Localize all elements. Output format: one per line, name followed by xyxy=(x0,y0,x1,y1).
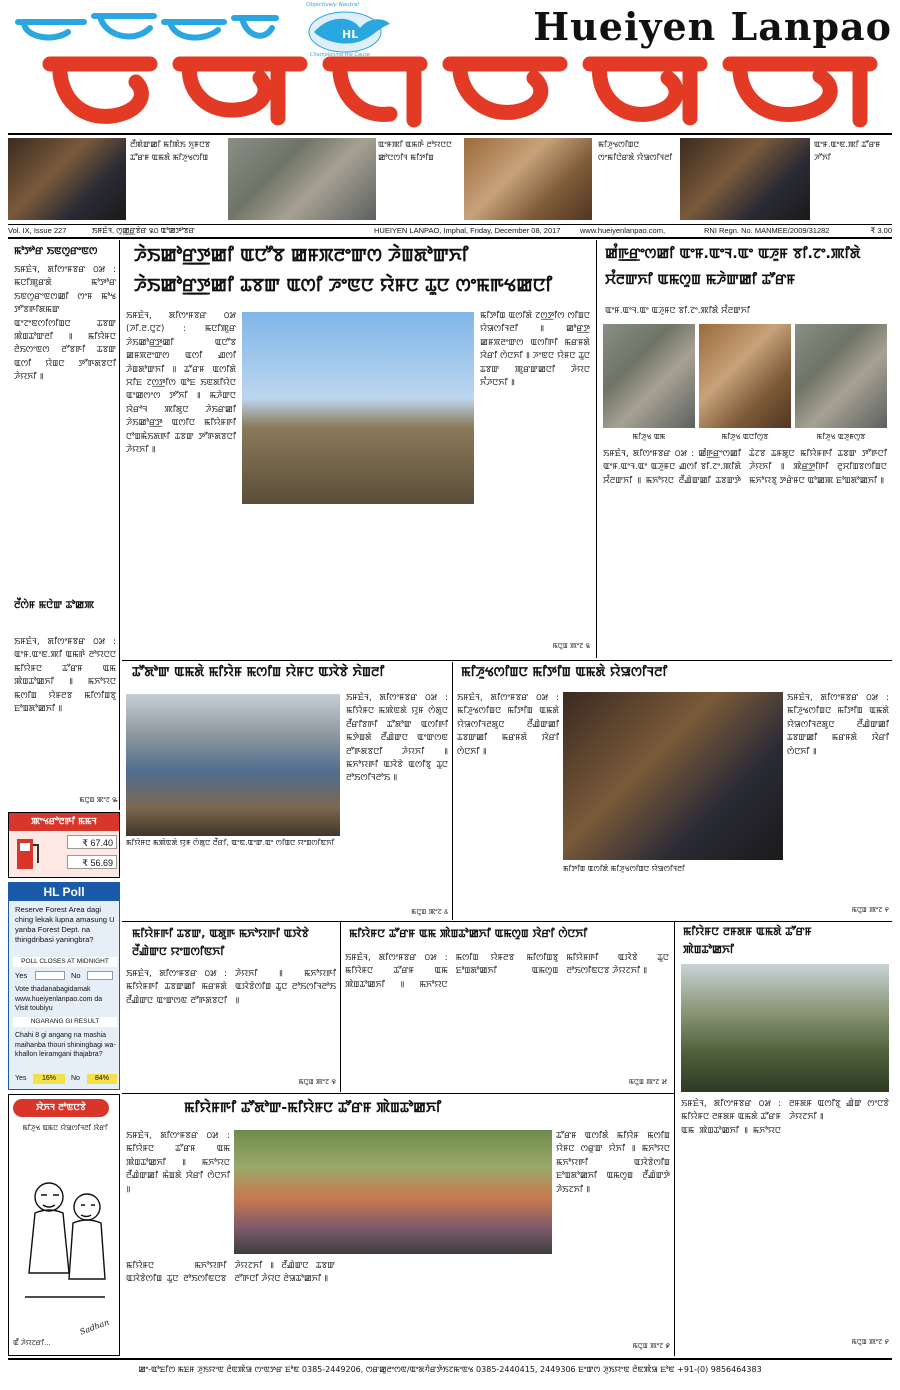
right-top-photo-3 xyxy=(795,324,887,428)
poll-no-label: No xyxy=(71,971,81,980)
lower-story-b xyxy=(340,922,672,1092)
masthead-logo-script xyxy=(14,8,284,52)
infobar-date-script: ꯏꯝꯐꯥꯜ, ꯁꯨꯀ꯭ꯔꯕꯥꯔ ꯲꯰ ꯑꯣꯀꯇꯣꯕꯔ xyxy=(92,226,195,235)
section-rule-1 xyxy=(122,660,892,661)
poll-question: Reserve Forest Area dagi ching lekak lupna amasung U yanba Forest Dept. na thingdribasi yaningbra? xyxy=(15,905,115,944)
ticker-photo-4 xyxy=(680,138,810,220)
mid-right-continued: ꯃꯅꯨꯡ ꯄꯦꯖ ꯵ xyxy=(851,906,889,914)
lower-b-body: ꯏꯝꯐꯥꯜ, ꯗꯤꯁꯦꯝꯕꯔ ꯰꯷ : ꯃꯤꯌꯥꯝꯅ ꯊꯧꯔꯝ ꯑꯃ ꯄꯥꯡꯊꯣꯀꯈꯤ ꯫ ꯃꯈꯣꯌꯅ ꯃꯁꯤꯡ ꯌꯥꯝꯂꯕ ꯃꯤꯁꯤꯡꯕꯨ ꯐꯣꯡꯗꯣꯀꯈꯤ ꯑꯃꯁꯨꯡ ꯃꯤꯌꯥꯝꯒꯤ ꯑꯋꯥꯕꯥ ꯊꯨꯅ ꯂꯣꯏꯁꯤꯟꯅꯕ ꯍꯥꯌꯖꯈꯤ ꯫ xyxy=(345,953,669,990)
lead-continued: ꯃꯅꯨꯡ ꯄꯦꯖ ꯲ xyxy=(552,642,590,650)
mid-right-body: ꯏꯝꯐꯥꯜ, ꯗꯤꯁꯦꯝꯕꯔ ꯰꯷ : ꯃꯤꯍꯨꯠꯁꯤꯡꯅ ꯃꯤꯇꯤꯡ ꯑꯃꯗꯥ ꯌꯥꯎꯁꯤꯜꯂꯗꯨꯅ ꯂꯩꯉꯥꯛꯀꯤ ꯊꯕꯛꯀꯤ ꯃꯔꯝꯗꯥ ꯋꯥꯔꯤ ꯁꯥꯅꯈꯤ ꯫ xyxy=(457,693,559,757)
masthead-latin-title: Hueiyen Lanpao xyxy=(533,4,892,49)
cartoon-signature: Sadhan xyxy=(78,1317,111,1337)
left-column-continued: ꯃꯅꯨꯡ ꯄꯦꯖ ꯳ xyxy=(79,796,118,804)
bottom-continued: ꯃꯅꯨꯡ ꯄꯦꯖ ꯹ xyxy=(632,1342,670,1350)
mid-right-photo xyxy=(563,692,783,860)
logo-tag-top: Objectively Neutral xyxy=(306,2,359,8)
right-top-photo-2 xyxy=(699,324,791,428)
right-top-caption-1: ꯃꯤꯍꯨꯠ ꯑꯃ xyxy=(632,432,666,441)
bottom-headline: ꯃꯤꯌꯥꯝꯒꯤ ꯊꯧꯗꯣꯛ-ꯃꯤꯌꯥꯝꯅ ꯊꯧꯔꯝ ꯄꯥꯡꯊꯣꯀꯈꯤ xyxy=(184,1100,442,1116)
poll-result-no-value: 84% xyxy=(87,1074,117,1084)
infobar-registration: RNI Regn. No. MANMEE/2009/31282 xyxy=(704,226,830,235)
petrol-price: ₹ 67.40 xyxy=(67,835,117,849)
ticker-strip xyxy=(8,136,892,222)
left-column-subhead: ꯂꯩꯁꯥꯝ ꯃꯅꯥꯛ ꯊꯣꯀꯄ xyxy=(14,600,95,611)
mid-left-headline: ꯊꯧꯗꯣꯛ ꯑꯃꯗꯥ ꯃꯤꯌꯥꯝ ꯃꯁꯤꯡ ꯌꯥꯝꯅ ꯑꯋꯥꯕꯥ ꯈꯥꯡꯂꯤ xyxy=(132,665,385,680)
infobar-price: ₹ 3.00 xyxy=(870,226,892,235)
infobar-website[interactable]: www.hueiyenlanpao.com, xyxy=(580,226,666,235)
infobar-volume: Vol. IX, Issue 227 xyxy=(8,226,67,235)
left-column-body: ꯏꯝꯐꯥꯜ, ꯗꯤꯁꯦꯝꯕꯔ ꯰꯷ : ꯃꯅꯤꯄꯨꯔꯗꯥ ꯃꯣꯇꯣꯔ ꯏꯟꯁꯨꯔꯦꯟꯁꯀꯤ ꯁꯦꯝ ꯃꯣꯠ ꯇꯧꯕꯒꯤꯗꯃꯛ ꯑꯦꯖꯦꯟꯁꯤꯁꯤꯡꯅ ꯊꯕꯛ ꯄꯥꯡꯊꯣꯛꯂꯤ ꯫ ꯃꯤꯌꯥꯝꯅ ꯂꯥꯏꯁꯦꯟꯁ ꯂꯧꯕꯒꯤ ꯊꯕꯛ ꯑꯁꯤ ꯌꯥꯡꯅ ꯇꯧꯒꯗꯕꯅꯤ ꯍꯥꯌꯈꯤ ꯫ xyxy=(14,265,116,383)
lead-photo-high-court xyxy=(242,312,474,504)
cartoon-drawing xyxy=(15,1157,115,1323)
mid-left-continued: ꯃꯅꯨꯡ ꯄꯦꯖ ꯴ xyxy=(411,908,448,916)
lower-b-continued: ꯃꯅꯨꯡ ꯄꯦꯖ ꯷ xyxy=(628,1078,667,1086)
masthead xyxy=(0,0,900,132)
ticker-photo-3 xyxy=(464,138,592,220)
infobar xyxy=(8,225,892,237)
lower-a-continued: ꯃꯅꯨꯡ ꯄꯦꯖ ꯶ xyxy=(298,1078,336,1086)
lead-headline-2: ꯍꯥꯏꯀꯣꯔ꯭ꯇꯀꯤ ꯊꯕꯛ ꯑꯁꯤ ꯍꯦꯟꯅ ꯌꯥꯝꯅ ꯊꯨꯅ ꯁꯦꯃꯒꯠꯀꯅꯤ xyxy=(134,275,553,296)
fuel-pump-icon xyxy=(13,835,43,873)
right-top-headline-2: ꯆꯪꯂꯛꯈꯤ ꯑꯃꯁꯨꯡ ꯃꯍꯥꯛꯀꯤ ꯊꯧꯔꯝ xyxy=(605,272,796,288)
lower-c-continued: ꯃꯅꯨꯡ ꯄꯦꯖ ꯸ xyxy=(851,1338,889,1346)
ticker-top-rule xyxy=(8,133,892,135)
masthead-script-title-art xyxy=(40,52,884,132)
ticker-text-4: ꯃꯤꯍꯨꯠꯁꯤꯡꯅ ꯁꯦꯃꯤꯅꯥꯔꯗꯥ ꯌꯥꯎꯁꯤꯜꯂꯤ xyxy=(598,140,673,162)
cartoon-figures-art xyxy=(15,1157,115,1323)
infobar-center: HUEIYEN LANPAO, Imphal, Friday, December 08, 2017 xyxy=(374,226,561,235)
bottom-photo-crowd xyxy=(234,1130,552,1254)
right-top-headline-1: ꯀꯪꯒ꯭ꯔꯦꯁꯀꯤ ꯑꯦꯝ.ꯑꯦꯜ.ꯑꯦ ꯑꯍꯨꯝ ꯕꯤ.ꯖꯦ.ꯄꯤꯗꯥ xyxy=(605,246,861,262)
mid-left-body: ꯏꯝꯐꯥꯜ, ꯗꯤꯁꯦꯝꯕꯔ ꯰꯷ : ꯃꯤꯌꯥꯝꯅ ꯃꯄꯥꯟꯗꯥ ꯌꯨꯝ ꯁꯥꯗꯨꯅ ꯂꯩꯔꯤꯕꯒꯤ ꯊꯧꯗꯣꯛ ꯑꯁꯤꯒꯤ ꯃꯇꯥꯡꯗꯥ ꯂꯩꯉꯥꯛꯅ ꯑꯦꯛꯁꯟ ꯂꯧꯒꯗꯕꯅꯤ ꯍꯥꯌꯈꯤ ꯫ ꯃꯈꯣꯌꯒꯤ ꯑꯋꯥꯕꯥ ꯑꯁꯤꯕꯨ ꯊꯨꯅ ꯂꯣꯏꯁꯤꯜꯂꯣꯏ ꯫ xyxy=(346,693,448,784)
bottom-body-right: ꯊꯧꯔꯝ ꯑꯁꯤꯗꯥ ꯃꯤꯌꯥꯝ ꯃꯁꯤꯡ ꯌꯥꯝꯅ ꯁꯔꯨꯛ ꯌꯥꯈꯤ ꯫ ꯃꯈꯣꯌꯅ ꯃꯈꯣꯌꯒꯤ ꯑꯋꯥꯕꯥꯁꯤꯡ ꯐꯣꯡꯗꯣꯀꯈꯤ ꯑꯃꯁꯨꯡ ꯂꯩꯉꯥꯛꯇꯥ ꯍꯥꯏꯖꯈꯤ ꯫ xyxy=(556,1131,670,1195)
cartoon-box xyxy=(8,1094,120,1356)
lower-a-body: ꯏꯝꯐꯥꯜ, ꯗꯤꯁꯦꯝꯕꯔ ꯰꯷ : ꯃꯤꯌꯥꯝꯒꯤ ꯊꯕꯛꯀꯤ ꯃꯔꯝꯗꯥ ꯂꯩꯉꯥꯛꯅ ꯑꯦꯛꯁꯟ ꯂꯧꯒꯗꯕꯅꯤ ꯍꯥꯌꯈꯤ ꯫ ꯃꯈꯣꯌꯒꯤ ꯑꯋꯥꯕꯥꯁꯤꯡ ꯊꯨꯅ ꯂꯣꯏꯁꯤꯜꯂꯣꯏ ꯫ xyxy=(126,969,336,1006)
masthead-small-script-art xyxy=(14,8,284,52)
mid-right-story xyxy=(452,662,892,920)
ticker-text-1: ꯂꯩꯄꯥꯛꯀꯤ ꯃꯤꯄꯥꯏ ꯈꯨꯝꯅꯕ ꯊꯧꯔꯝ ꯑꯃꯗꯥ ꯃꯤꯍꯨꯠꯁꯤꯡ xyxy=(130,140,211,162)
logo-tag-bottom: Championing the Cause xyxy=(310,52,370,58)
bottom-body-left: ꯏꯝꯐꯥꯜ, ꯗꯤꯁꯦꯝꯕꯔ ꯰꯷ : ꯃꯤꯌꯥꯝꯅ ꯊꯧꯔꯝ ꯑꯃ ꯄꯥꯡꯊꯣꯀꯈꯤ ꯫ ꯃꯈꯣꯌꯅ ꯂꯩꯉꯥꯛꯀꯤ ꯃꯥꯡꯗꯥ ꯋꯥꯔꯤ ꯁꯥꯅꯈꯤ ꯫ xyxy=(126,1131,230,1195)
mid-right-headline: ꯃꯤꯍꯨꯠꯁꯤꯡꯅ ꯃꯤꯇꯤꯡ ꯑꯃꯗꯥ ꯌꯥꯎꯁꯤꯜꯂꯤ xyxy=(461,665,668,680)
left-column-subbody: ꯏꯝꯐꯥꯜ, ꯗꯤꯁꯦꯝꯕꯔ ꯰꯷ : ꯑꯦꯝ.ꯑꯦꯟ.ꯄꯤ ꯑꯃꯒꯥ ꯂꯣꯌꯅꯅ ꯃꯤꯌꯥꯝꯅ ꯊꯧꯔꯝ ꯑꯃ ꯄꯥꯡꯊꯣꯀꯈꯤ ꯫ ꯃꯈꯣꯌꯅ ꯃꯁꯤꯡ ꯌꯥꯝꯂꯕ ꯃꯤꯁꯤꯡꯕꯨ ꯐꯣꯡꯗꯣꯀꯈꯤ ꯫ xyxy=(14,637,116,715)
poll-closes: POLL CLOSES AT MIDNIGHT xyxy=(13,957,117,967)
infobar-bottom-rule xyxy=(8,237,892,239)
cartoon-title: ꯋꯥꯈꯜ ꯂꯣꯟꯅꯕꯥ xyxy=(13,1099,109,1117)
ticker-photo-1 xyxy=(8,138,126,220)
right-top-body: ꯏꯝꯐꯥꯜ, ꯗꯤꯁꯦꯝꯕꯔ ꯰꯷ : ꯀꯪꯒ꯭ꯔꯦꯁꯀꯤ ꯑꯦꯝ.ꯑꯦꯜ.ꯑꯦ ꯑꯍꯨꯝꯅ ꯉꯁꯤ ꯕꯤ.ꯖꯦ.ꯄꯤꯗꯥ ꯆꯪꯂꯛꯈꯤ ꯫ ꯃꯈꯣꯌꯅ ꯂꯩꯉꯥꯛꯀꯤ ꯊꯕꯛꯇꯥ ꯊꯥꯖꯕ ꯊꯝꯗꯨꯅ ꯃꯤꯌꯥꯝꯒꯤ ꯊꯕꯛ ꯇꯧꯒꯅꯤ ꯍꯥꯌꯈꯤ ꯫ ꯄꯥꯔ꯭ꯇꯤꯒꯤ ꯂꯨꯆꯤꯡꯕꯁꯤꯡꯅ ꯃꯈꯣꯌꯕꯨ ꯇꯔꯥꯝꯅ ꯑꯣꯀꯄ ꯐꯣꯡꯗꯣꯀꯈꯤ ꯫ xyxy=(603,449,887,486)
lower-a-headline-1: ꯃꯤꯌꯥꯝꯒꯤ ꯊꯕꯛ, ꯑꯗꯨꯒ ꯃꯈꯣꯌꯒꯤ ꯑꯋꯥꯕꯥ xyxy=(132,927,309,940)
ticker-text-5: ꯑꯦꯝ.ꯑꯦꯟ.ꯄꯤ ꯊꯧꯔꯝ ꯍꯧꯈꯤ xyxy=(814,140,881,162)
lower-c-headline-2: ꯄꯥꯡꯊꯣꯀꯈꯤ xyxy=(683,943,734,956)
lower-story-a xyxy=(124,922,338,1092)
lead-story xyxy=(124,240,594,658)
lower-a-headline-2: ꯂꯩꯉꯥꯛꯅ ꯌꯦꯡꯁꯤꯟꯈꯤ xyxy=(132,945,225,958)
petrol-price-box xyxy=(8,812,120,878)
poll-no-checkbox[interactable] xyxy=(87,971,113,980)
poll-result-no-label: No xyxy=(71,1075,80,1082)
poll-result-yes-label: Yes xyxy=(15,1075,27,1082)
lower-c-headline-1: ꯃꯤꯌꯥꯝꯅ ꯂꯝꯗꯝ ꯑꯃꯗꯥ ꯊꯧꯔꯝ xyxy=(683,925,812,938)
lead-body-right: ꯃꯤꯇꯤꯡ ꯑꯁꯤꯗꯥ ꯖꯁ꯭ꯇꯤꯁ ꯁꯤꯡꯅ ꯌꯥꯎꯁꯤꯜꯂꯤ ꯫ ꯀꯣꯔ꯭ꯇ ꯀꯝꯞꯂꯦꯛꯁ ꯑꯁꯤꯒꯤ ꯃꯔꯝꯗꯥ ꯋꯥꯔꯤ ꯁꯥꯅꯈꯤ ꯫ ꯍꯦꯟꯅ ꯌꯥꯝꯅ ꯊꯨꯅ ꯊꯕꯛ ꯄꯨꯔꯛꯀꯅꯤ ꯍꯥꯌꯅ ꯈꯪꯍꯅꯈꯤ ꯫ xyxy=(480,311,590,389)
mid-left-story xyxy=(124,662,450,810)
lower-story-c xyxy=(674,922,892,1356)
footer-top-rule xyxy=(8,1358,892,1360)
poll-vote-instructions: Vote thadanabagidamak www.hueiyenlanpao.com da Visit toubiyu xyxy=(15,986,103,1012)
mid-left-story-lower xyxy=(124,810,450,920)
cartoon-speech-bubble: ꯃꯤꯍꯨꯠ ꯑꯃꯅ ꯌꯥꯎꯁꯤꯜꯂꯤ ꯋꯥꯔꯤ xyxy=(22,1124,108,1132)
logo-center-text: HL xyxy=(342,28,359,41)
mid-right-caption: ꯃꯤꯇꯤꯡ ꯑꯁꯤꯗꯥ ꯃꯤꯍꯨꯠꯁꯤꯡꯅ ꯌꯥꯎꯁꯤꯜꯂꯤ xyxy=(563,864,685,873)
ticker-photo-2 xyxy=(228,138,376,220)
bottom-story xyxy=(124,1094,672,1356)
lead-headline-1: ꯍꯥꯏꯀꯣꯔ꯭ꯇꯀꯤ ꯑꯅꯧꯕ ꯀꯝꯞꯂꯦꯛꯁ ꯍꯥꯡꯗꯣꯛꯈꯤ xyxy=(134,245,469,266)
diesel-price: ₹ 56.69 xyxy=(67,855,117,869)
poll-title: HL Poll xyxy=(9,883,119,901)
poll-yes-checkbox[interactable] xyxy=(35,971,65,980)
right-top-caption-2: ꯃꯤꯍꯨꯠ ꯑꯅꯤꯁꯨꯕ xyxy=(721,432,769,441)
cartoon-footer: ꯑꯩ ꯍꯥꯌꯖꯔꯤ... xyxy=(13,1339,51,1347)
footer-bar: ꯀꯦ-ꯑꯣꯐꯤꯁ ꯃꯐꯝ ꯍꯨꯏꯌꯦꯟ ꯂꯥꯟꯄꯥꯎ ꯁꯦꯟꯇꯔ ꯐꯣꯟ 0385-2449206, ꯁꯔꯀꯨꯂꯦꯁꯟ/ꯑꯦꯗꯚꯥꯔꯇꯥꯏꯖꯃꯦꯟꯠ 0385-2440415, 2449306 ꯐꯦꯛꯁ ꯍꯨꯏꯌꯦꯟ ꯂꯥꯟꯄꯥꯎ ꯐꯣꯟ +91-(0) 9856464383 xyxy=(138,1365,762,1374)
left-column xyxy=(8,240,120,810)
poll-yes-label: Yes xyxy=(15,971,28,980)
poll-result-yes-value: 16% xyxy=(33,1074,65,1084)
bottom-body-lower: ꯃꯤꯌꯥꯝꯅ ꯃꯈꯣꯌꯒꯤ ꯑꯋꯥꯕꯥꯁꯤꯡ ꯊꯨꯅ ꯂꯣꯏꯁꯤꯟꯅꯕ ꯍꯥꯌꯖꯈꯤ ꯫ ꯂꯩꯉꯥꯛꯅ ꯊꯕꯛ ꯂꯧꯒꯅꯤ ꯍꯥꯌꯅ ꯂꯥꯎꯊꯣꯀꯈꯤ ꯫ xyxy=(126,1261,335,1285)
right-top-caption-3: ꯃꯤꯍꯨꯠ ꯑꯍꯨꯝꯁꯨꯕ xyxy=(816,432,866,441)
right-top-photo-1 xyxy=(603,324,695,428)
mid-left-caption: ꯃꯤꯌꯥꯝꯅ ꯃꯄꯥꯟꯗꯥ ꯌꯨꯝ ꯁꯥꯗꯨꯅ ꯂꯩꯔꯤ, ꯑꯦꯟ.ꯑꯦꯛ.ꯑꯦ ꯁꯤꯡꯅ ꯌꯦꯡꯁꯤꯟꯈꯤ xyxy=(126,838,335,847)
petrol-title: ꯄꯦꯠꯔꯣꯂꯒꯤ ꯃꯃꯜ xyxy=(9,813,119,831)
poll-result-title: NGARANG GI RESULT xyxy=(13,1017,117,1027)
left-column-headline: ꯃꯣꯇꯣꯔ ꯏꯟꯁꯨꯔꯦꯟꯁ xyxy=(14,246,98,257)
lower-b-headline: ꯃꯤꯌꯥꯝꯅ ꯊꯧꯔꯝ ꯑꯃ ꯄꯥꯡꯊꯣꯀꯈꯤ ꯑꯃꯁꯨꯡ ꯋꯥꯔꯤ ꯁꯥꯅꯈꯤ xyxy=(349,927,588,940)
right-top-subhead: ꯑꯦꯝ.ꯑꯦꯜ.ꯑꯦ ꯑꯍꯨꯝꯅ ꯕꯤ.ꯖꯦ.ꯄꯤꯗꯥ ꯆꯪꯂꯛꯈꯤ xyxy=(605,306,751,316)
right-top-story xyxy=(596,240,892,658)
lower-c-body: ꯏꯝꯐꯥꯜ, ꯗꯤꯁꯦꯝꯕꯔ ꯰꯷ : ꯃꯤꯌꯥꯝꯅ ꯂꯝꯗꯝ ꯑꯃꯗꯥ ꯊꯧꯔꯝ ꯑꯃ ꯄꯥꯡꯊꯣꯀꯈꯤ ꯫ ꯃꯈꯣꯌꯅ ꯂꯝꯗꯝ ꯑꯁꯤꯕꯨ ꯉꯥꯛ ꯁꯦꯅꯕꯥ ꯍꯥꯌꯖꯈꯤ ꯫ xyxy=(681,1099,889,1136)
ticker-text-3: ꯑꯦꯝꯄꯤ ꯑꯃꯒꯥ ꯂꯣꯌꯅꯅ ꯀꯣꯅꯁꯤꯜ ꯃꯤꯇꯤꯡ xyxy=(378,140,452,162)
mid-right-body-2: ꯏꯝꯐꯥꯜ, ꯗꯤꯁꯦꯝꯕꯔ ꯰꯷ : ꯃꯤꯍꯨꯠꯁꯤꯡꯅ ꯃꯤꯇꯤꯡ ꯑꯃꯗꯥ ꯌꯥꯎꯁꯤꯜꯂꯗꯨꯅ ꯂꯩꯉꯥꯛꯀꯤ ꯊꯕꯛꯀꯤ ꯃꯔꯝꯗꯥ ꯋꯥꯔꯤ ꯁꯥꯅꯈꯤ ꯫ xyxy=(787,693,889,757)
poll-result-question: Chahi 8 gi angang na mashia maihanba thouri shiningbagi wa-khallon leiramgani thajabra? xyxy=(15,1032,116,1058)
lower-c-photo xyxy=(681,964,889,1092)
lead-body-left: ꯏꯝꯐꯥꯜ, ꯗꯤꯁꯦꯝꯕꯔ ꯰꯷ (ꯍꯤ.ꯂ.ꯅꯨꯖ) : ꯃꯅꯤꯄꯨꯔ ꯍꯥꯏꯀꯣꯔ꯭ꯇꯀꯤ ꯑꯅꯧꯕ ꯀꯝꯞꯂꯦꯛꯁ ꯑꯁꯤ ꯉꯁꯤ ꯍꯥꯡꯗꯣꯛꯈꯤ ꯫ ꯊꯧꯔꯝ ꯑꯁꯤꯗꯥ ꯆꯤꯐ ꯖꯁ꯭ꯇꯤꯁ ꯑꯣꯐ ꯏꯟꯗꯤꯌꯥꯅ ꯑꯦꯀꯁꯦꯁ ꯇꯧꯈꯤ ꯫ ꯃꯍꯥꯛꯅ ꯋꯥꯔꯣꯜ ꯄꯤꯗꯨꯅ ꯍꯥꯏꯔꯀꯤ ꯍꯥꯏꯀꯣꯔ꯭ꯇ ꯑꯁꯤꯅ ꯃꯤꯌꯥꯝꯒꯤ ꯅꯣꯡꯃꯥꯏꯗꯒꯤ ꯊꯕꯛ ꯇꯧꯒꯗꯕꯅꯤ ꯍꯥꯌꯈꯤ ꯫ xyxy=(126,311,236,456)
hl-poll-box xyxy=(8,882,120,1090)
